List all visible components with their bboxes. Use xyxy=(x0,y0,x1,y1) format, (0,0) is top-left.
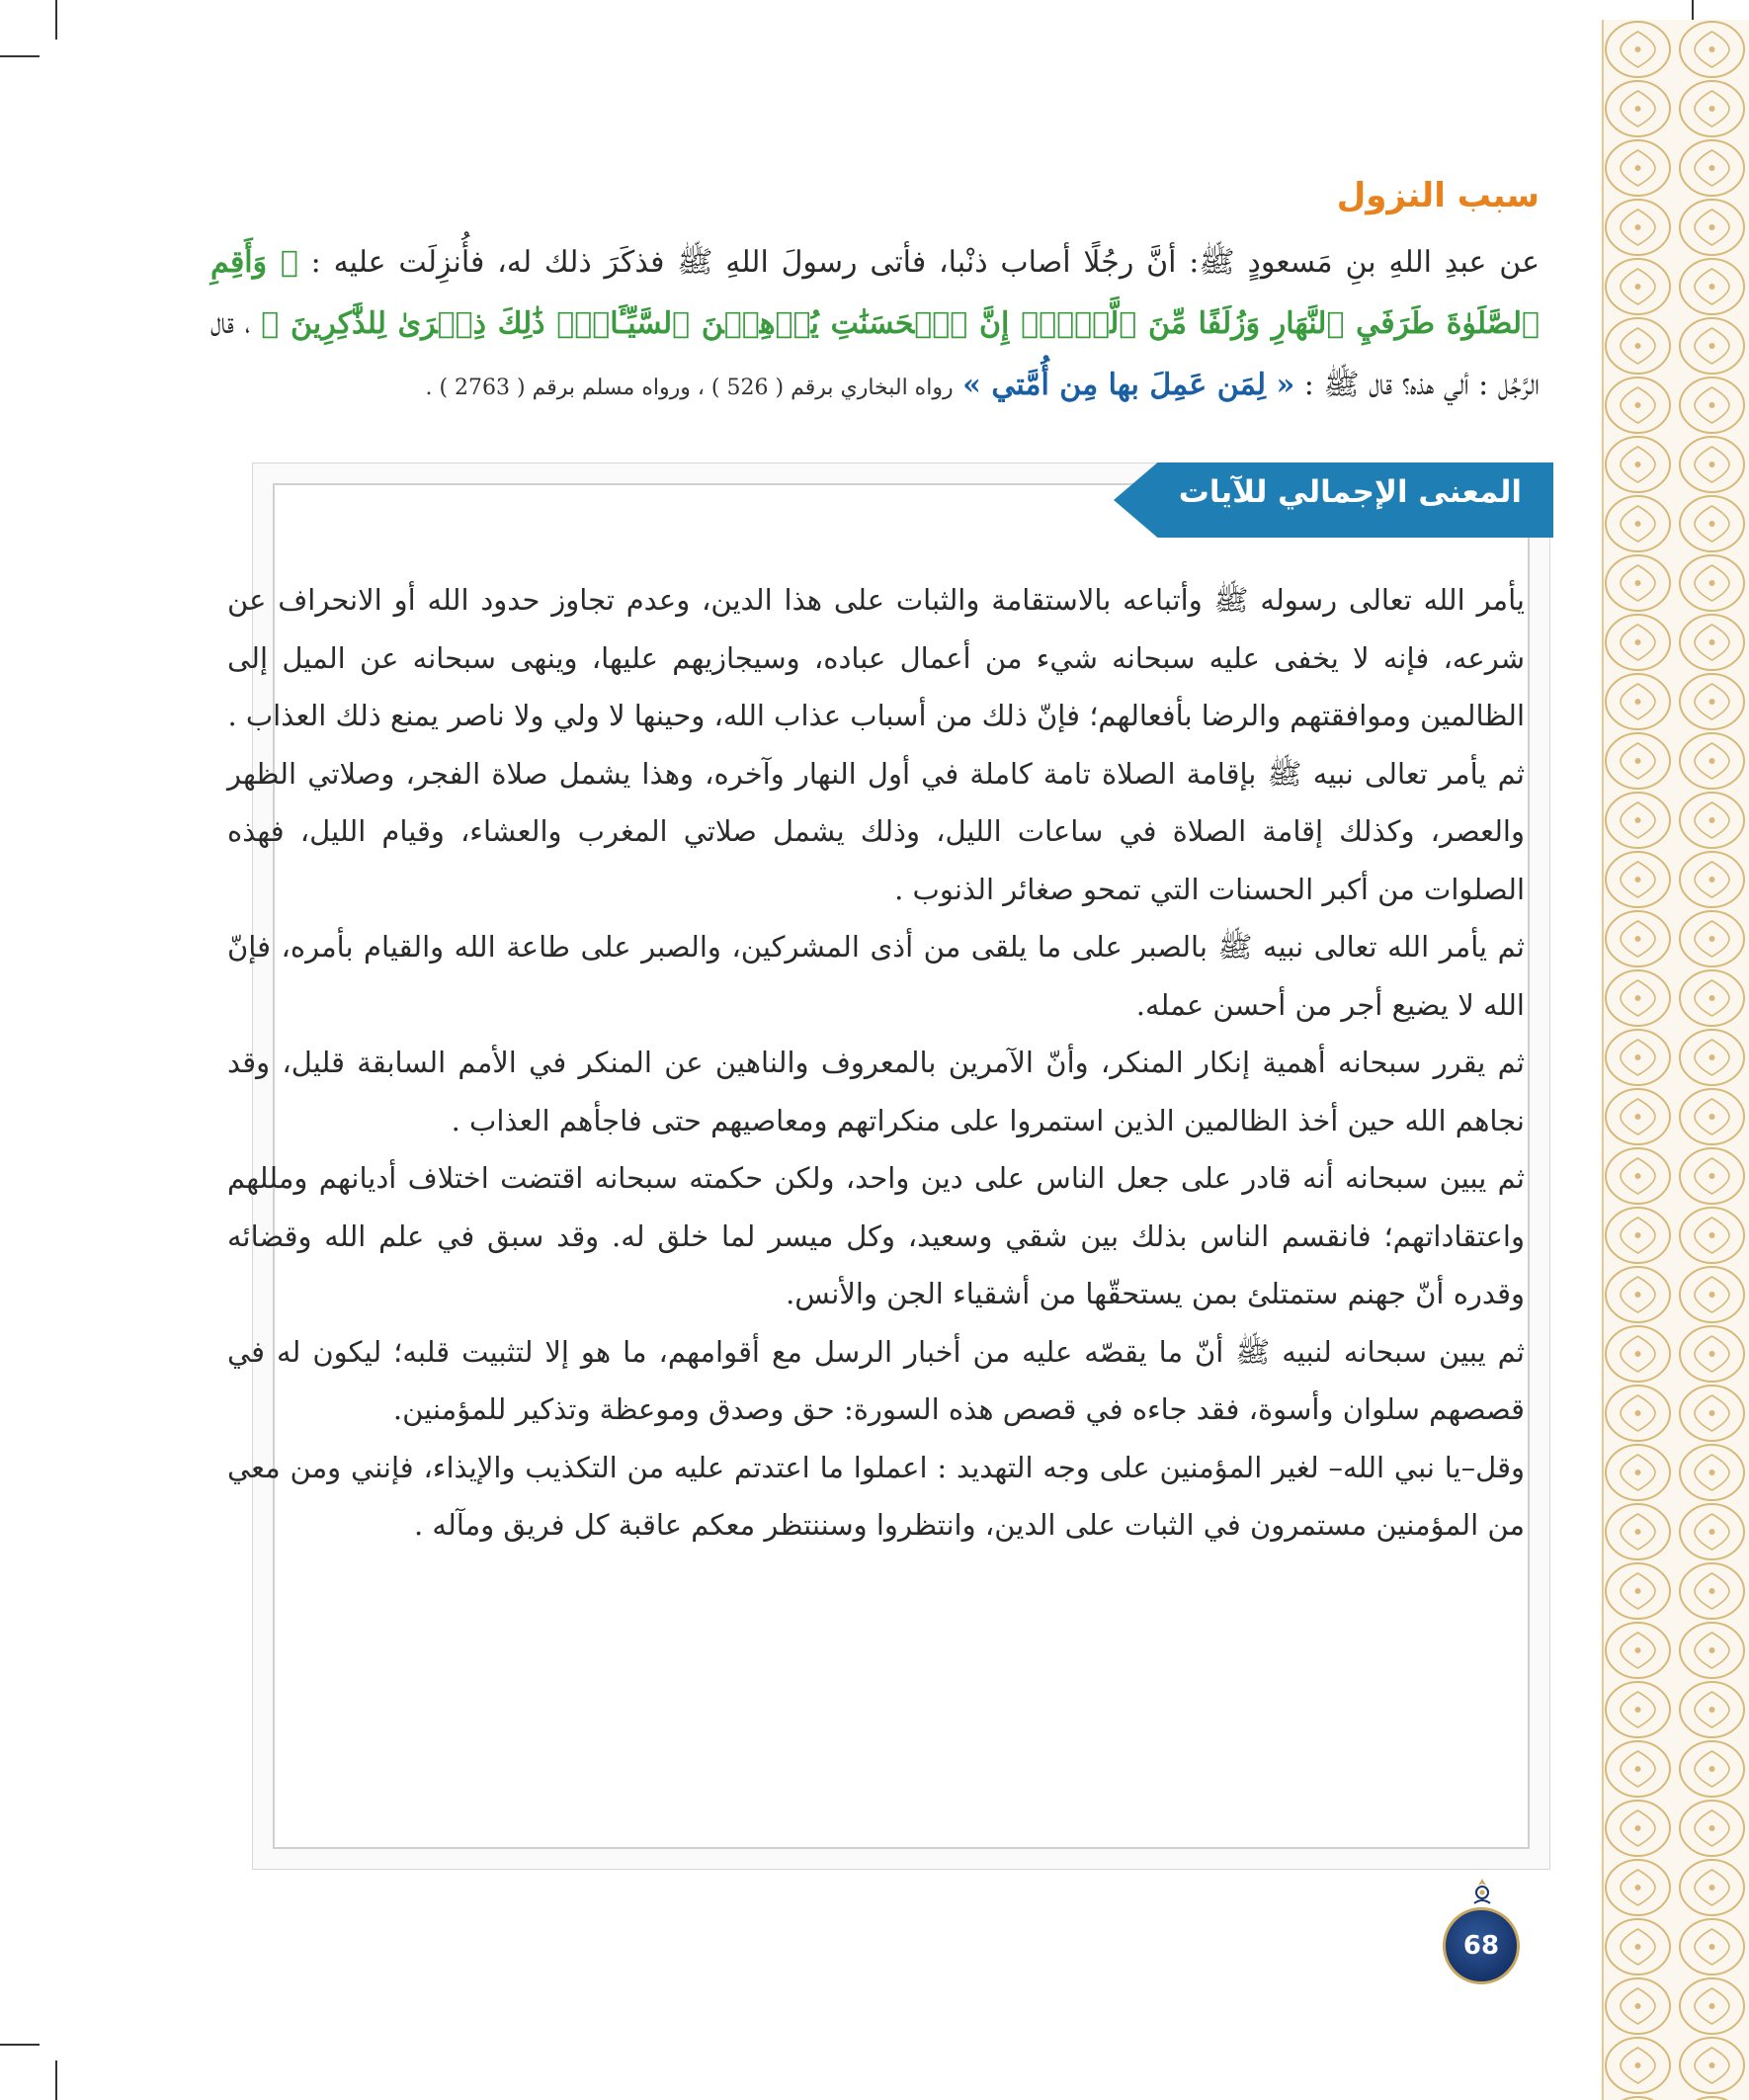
crop-mark xyxy=(0,55,40,57)
page-ornament-icon xyxy=(1470,1878,1494,1905)
nuzul-paragraph xyxy=(210,232,1540,419)
decorative-border xyxy=(1601,20,1749,2100)
nuzul-line-3-prefix: هذه؟ قال ﷺ : xyxy=(1294,368,1435,402)
summary-paragraph: ثم يبين سبحانه لنبيه ﷺ أنّ ما يقصّه عليه من أخبار الرسل مع أقوامهم، ما هو إلا لتثبيت قلبه؛ ليكون له في قصصهم سلوان وأسوة، فقد جاءه في قصص هذه السورة: حق وصدق وموعظة وتذكير للمؤمنين. xyxy=(227,1334,1525,1426)
quran-ayah: ﴿ وَأَقِمِ ٱلصَّلَوٰةَ طَرَفَيِ ٱلنَّهَارِ وَزُلَفًا مِّنَ ٱلَّيۡلِۚ إِنَّ ٱلۡحَسَنَٰتِ يُذۡهِبۡنَ ٱلسَّيِّـَٔاتِۚ ذَٰلِكَ ذِكۡرَىٰ لِلذَّٰكِرِينَ ﴾ xyxy=(210,245,1540,341)
crop-mark xyxy=(55,0,57,40)
hadith-quote: « لِمَن عَمِلَ بها مِن أُمَّتي » xyxy=(962,368,1295,402)
summary-paragraph: ثم يأمر الله تعالى نبيه ﷺ بالصبر على ما يلقى من أذى المشركين، والصبر على طاعة الله والقيام بأمره، فإنّ الله لا يضيع أجر من أحسن عمله. xyxy=(227,930,1525,1022)
crop-mark xyxy=(55,2060,57,2100)
nuzul-line-2-prefix: عليه : xyxy=(297,245,386,280)
section-heading-nuzul: سبب النزول xyxy=(1336,176,1540,215)
summary-title: المعنى الإجمالي للآيات xyxy=(1178,474,1522,510)
hadith-reference: رواه البخاري برقم ( 526 ) ، ورواه مسلم برقم ( 2763 ) . xyxy=(425,376,954,400)
nuzul-line-1: عن عبدِ اللهِ بنِ مَسعودٍ ﷺ: أنَّ رجُلًا أصاب ذنْبا، فأتى رسولَ اللهِ ﷺ فذكَرَ ذلك له، فأُنزِلَت xyxy=(398,245,1540,280)
summary-paragraph: ثم يأمر تعالى نبيه ﷺ بإقامة الصلاة تامة كاملة في أول النهار وآخره، وهذا يشمل صلاة الفجر، وصلاتي الظهر والعصر، وكذلك إقامة الصلاة في ساعات الليل، وذلك يشمل صلاتي المغرب والعشاء، وقيام الليل، فهذه الصلوات من أكبر الحسنات التي تمحو صغائر الذنوب . xyxy=(227,756,1525,906)
crop-mark xyxy=(0,2044,40,2046)
summary-paragraph: ثم يبين سبحانه أنه قادر على جعل الناس على دين واحد، ولكن حكمته سبحانه اقتضت اختلاف أديانهم ومللهم واعتقاداتهم؛ فانقسم الناس بذلك بين شقي وسعيد، وكل ميسر لما خلق له. وقد سبق في علم الله وقضائه وقدره أنّ جهنم ستمتلئ بمن يستحقّها من أشقياء الجن والأنس. xyxy=(227,1161,1525,1310)
page-number: 68 xyxy=(1443,1907,1520,1984)
summary-body xyxy=(227,571,1525,1554)
summary-paragraph: ثم يقرر سبحانه أهمية إنكار المنكر، وأنّ الآمرين بالمعروف والناهين عن المنكر في الأمم السابقة قليل، وقد نجاهم الله حين أخذ الظالمين الذين استمروا على منكراتهم ومعاصيهم حتى فاجأهم العذاب . xyxy=(227,1046,1525,1137)
nuzul-line-2-suffix: ، قال الرَّجُل : ألي xyxy=(210,306,1540,402)
summary-paragraph: يأمر الله تعالى رسوله ﷺ وأتباعه بالاستقامة والثبات على هذا الدين، وعدم تجاوز حدود الله أو الانحراف عن شرعه، فإنه لا يخفى عليه سبحانه شيء من أعمال عباده، وسيجازيهم عليها، وينهى سبحانه عن الميل إلى الظالمين وموافقتهم والرضا بأفعالهم؛ فإنّ ذلك من أسباب عذاب الله، وحينها لا ولي ولا ناصر يمنع ذلك العذاب . xyxy=(227,583,1525,732)
summary-paragraph: وقل–يا نبي الله– لغير المؤمنين على وجه التهديد : اعملوا ما اعتدتم عليه من التكذيب والإيذاء، فإنني ومن معي من المؤمنين مستمرون في الثبات على الدين، وانتظروا وسننتظر معكم عاقبة كل فريق ومآله . xyxy=(227,1450,1525,1542)
